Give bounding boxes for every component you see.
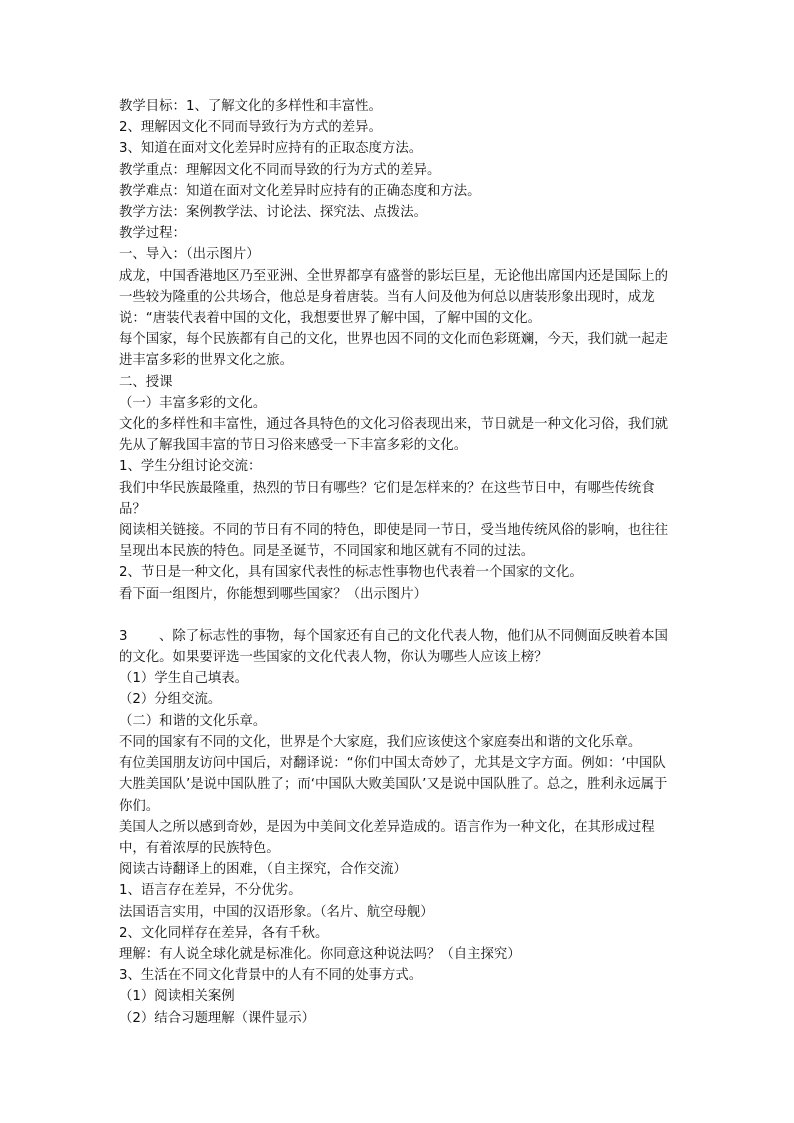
item-cultural-figures (119, 626, 675, 668)
teaching-goal-line: 教学目标：1、了解文化的多样性和丰富性。 (119, 99, 382, 114)
paragraph-american-friend: 有位美国朋友访问中国后，对翻译说：“你们中国太奇妙了，尤其是文字方面。例如：‘中国队大胜美国队’是说中国队胜了；而‘中国队大败美国队’又是说中国队胜了。总之，胜利永远属于你们。 (119, 756, 668, 814)
paragraph-related-link: 阅读相关链接。不同的节日有不同的特色，即使是同一节日，受当地传统风俗的影响，也往往呈现出本民族的特色。同是圣诞节，不同国家和地区就有不同的过法。 (119, 523, 669, 560)
paragraph-cultural-customs: 文化的多样性和丰富性，通过各具特色的文化习俗表现出来，节日就是一种文化习俗，我们就先从了解我国丰富的节日习俗来感受一下丰富多彩的文化。 (119, 417, 669, 454)
paragraph-world-culture: 每个国家，每个民族都有自己的文化，世界也因不同的文化而色彩斑斓，今天，我们就一起走进丰富多彩的世界文化之旅。 (119, 332, 669, 369)
item-fill-table: （1）学生自己填表。 (119, 671, 249, 687)
teaching-goal-item-2: 2、理解因文化不同而导致行为方式的差异。 (119, 120, 382, 136)
document-body (119, 96, 675, 1029)
item-cultural-figures-text: 、除了标志性的事物，每个国家还有自己的文化代表人物，他们从不同侧面反映着本国的文化。如果要评选一些国家的文化代表人物，你认为哪些人应该上榜？ (119, 628, 668, 666)
teaching-key-point: 教学重点：理解因文化不同而导致的行为方式的差异。 (119, 162, 441, 178)
teaching-methods: 教学方法：案例教学法、讨论法、探究法、点拨法。 (119, 205, 427, 221)
paragraph-french-chinese: 法国语言实用，中国的汉语形象。（名片、航空母舰） (119, 904, 434, 920)
item-different-ways: 3、生活在不同文化背景中的人有不同的处事方式。 (119, 968, 423, 984)
subsection-rich-culture: （一）丰富多彩的文化。 (119, 395, 267, 411)
paragraph-poem-translation: 阅读古诗翻译上的困难，（自主探究，合作交流） (119, 862, 407, 878)
item-culture-difference: 2、文化同样存在差异，各有千秋。 (119, 925, 329, 941)
blank-line (119, 605, 675, 626)
subsection-harmonious-culture: （二）和谐的文化乐章。 (119, 713, 267, 729)
teaching-goal-item-3: 3、知道在面对文化差异时应持有的正取态度方法。 (119, 141, 423, 157)
item-read-cases: （1）阅读相关案例 (119, 989, 235, 1005)
paragraph-world-family: 不同的国家有不同的文化，世界是个大家庭，我们应该使这个家庭奏出和谐的文化乐章。 (119, 734, 642, 750)
item-language-difference: 1、语言存在差异，不分优劣。 (119, 883, 302, 899)
item-group-discussion: 1、学生分组讨论交流： (119, 459, 262, 475)
teaching-difficulty: 教学难点：知道在面对文化差异时应持有的正确态度和方法。 (119, 183, 481, 199)
item-group-exchange: （2）分组交流。 (119, 692, 222, 708)
item-number: 3 (119, 628, 128, 644)
section-lecture-heading: 二、授课 (119, 374, 173, 390)
paragraph-jackie-chan: 成龙，中国香港地区乃至亚洲、全世界都享有盛誉的影坛巨星，无论他出席国内还是国际上的一些较为隆重的公共场合，他总是身着唐装。当有人问及他为何总以唐装形象出现时，成龙说：“唐装代表着中国的文化，我想要世界了解中国，了解中国的文化。 (119, 268, 669, 327)
paragraph-language-difference: 美国人之所以感到奇妙，是因为中美间文化差异造成的。语言作为一种文化，在其形成过程中，有着浓厚的民族特色。 (119, 819, 655, 856)
paragraph-festival-question: 我们中华民族最隆重，热烈的节日有哪些？它们是怎样来的？在这些节日中，有哪些传统食品？ (119, 480, 655, 517)
item-festival-culture: 2、节日是一种文化，具有国家代表性的标志性事物也代表着一个国家的文化。 (119, 565, 583, 581)
section-intro-heading: 一、导入：（出示图片） (119, 247, 260, 263)
paragraph-show-pictures: 看下面一组图片，你能想到哪些国家？（出示图片） (119, 586, 427, 602)
item-exercise-understanding: （2）结合习题理解（课件显示） (119, 1010, 315, 1026)
paragraph-globalization: 理解：有人说全球化就是标准化。你同意这种说法吗？（自主探究） (119, 946, 521, 962)
teaching-process-heading: 教学过程： (119, 226, 186, 242)
